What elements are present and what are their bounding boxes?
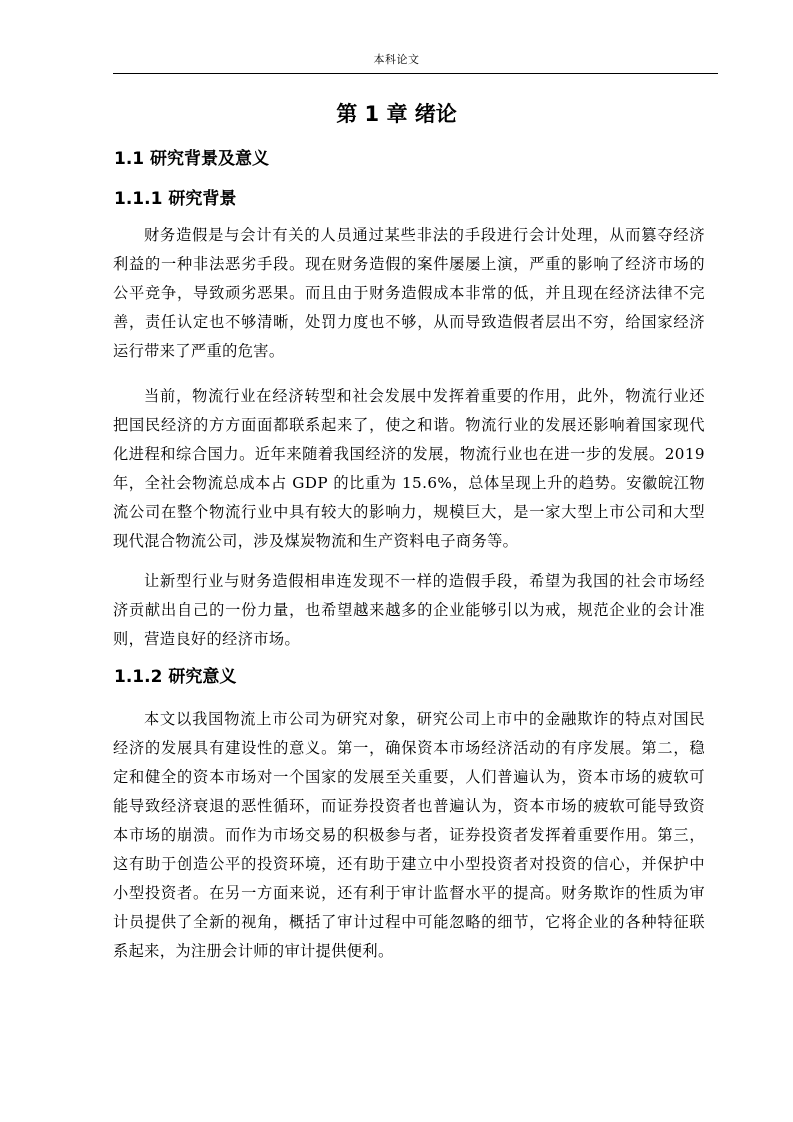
body-paragraph: 让新型行业与财务造假相串连发现不一样的造假手段，希望为我国的社会市场经济贡献出自己的一份力量，也希望越来越多的企业能够引以为戒，规范企业的会计准则，营造良好的经济市场。 [113,572,705,648]
subsection-heading-1-1-1: 1.1.1 研究背景 [114,189,237,209]
body-paragraph: 本文以我国物流上市公司为研究对象，研究公司上市中的金融欺诈的特点对国民经济的发展具有建设性的意义。第一，确保资本市场经济活动的有序发展。第二，稳定和健全的资本市场对一个国家的发展至关重要，人们普遍认为，资本市场的疲软可能导致经济衰退的恶性循环，而证券投资者也普遍认为，资本市场的疲软可能导致资本市场的崩溃。而作为市场交易的积极参与者，证券投资者发挥着重要作用。第三，这有助于创造公平的投资环境，还有助于建立中小型投资者对投资的信心，并保护中小型投资者。在另一方面来说，还有利于审计监督水平的提高。财务欺诈的性质为审计员提供了全新的视角，概括了审计过程中可能忽略的细节，它将企业的各种特征联系起来，为注册会计师的审计提供便利。 [113,710,705,960]
running-header: 本科论文 [373,53,420,66]
body-paragraph: 财务造假是与会计有关的人员通过某些非法的手段进行会计处理，从而篡夺经济利益的一种非法恶劣手段。现在财务造假的案件屡屡上演，严重的影响了经济市场的公平竞争，导致顽劣恶果。而且由于财务造假成本非常的低，并且现在经济法律不完善，责任认定也不够清晰，处罚力度也不够，从而导致造假者层出不穷，给国家经济运行带来了严重的危害。 [113,226,705,360]
subsection-heading-1-1-2: 1.1.2 研究意义 [114,667,237,687]
header-divider [113,73,718,74]
chapter-title: 第 1 章 绪论 [336,102,457,126]
body-paragraph: 当前，物流行业在经济转型和社会发展中发挥着重要的作用，此外，物流行业还把国民经济的方方面面都联系起来了，使之和谐。物流行业的发展还影响着国家现代化进程和综合国力。近年来随着我国经济的发展，物流行业也在进一步的发展。2019 年，全社会物流总成本占 GDP 的比重为 15.6%，总体呈现上升的趋势。安徽皖江物流公司在整个物流行业中具有较大的影响力，规模巨大，是一家大型上市公司和大型现代混合物流公司，涉及煤炭物流和生产资料电子商务等。 [113,387,705,550]
section-heading-1-1: 1.1 研究背景及意义 [114,149,270,169]
